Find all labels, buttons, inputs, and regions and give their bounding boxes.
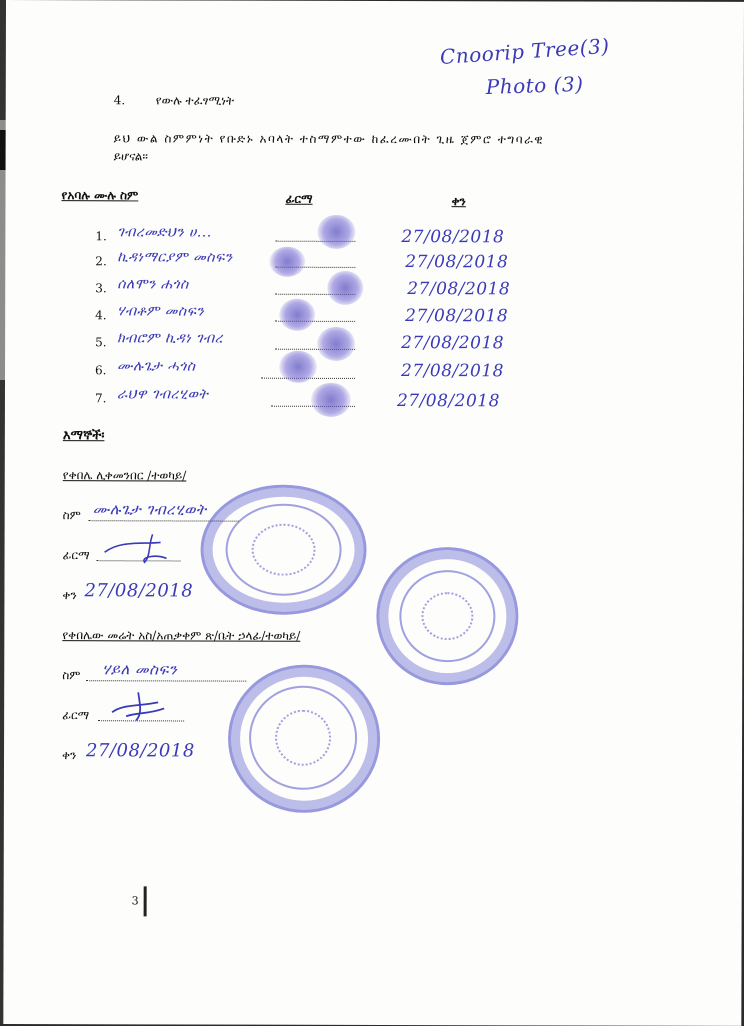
member-name: ኪዳነማርያም መስፍን xyxy=(117,249,233,266)
row-number: 4. xyxy=(95,308,107,323)
member-date: 27/08/2018 xyxy=(401,333,505,354)
fingerprint xyxy=(269,247,305,277)
member-name: ገብረመድህን ሀ... xyxy=(117,224,212,241)
office-stamp xyxy=(376,547,518,685)
row-number: 1. xyxy=(95,229,107,244)
member-name: ሃብቶም መስፍን xyxy=(117,303,205,320)
section-body-line1: ይህ ውል ስምምነት የቡድኑ አባላት ተስማምተው ከፈረሙበት ጊዜ ጀምሮ ተግባራዊ xyxy=(113,131,545,147)
header-date: ቀን xyxy=(451,194,466,209)
fingerprint xyxy=(317,215,355,249)
annotation-line2: Photo (3) xyxy=(485,71,584,99)
receiver-name-label: ስም xyxy=(62,508,81,523)
member-date: 27/08/2018 xyxy=(407,279,511,300)
row-number: 6. xyxy=(95,363,107,378)
row-number: 3. xyxy=(95,281,107,296)
receiver-date-label: ቀን xyxy=(62,588,77,603)
land-date-value: 27/08/2018 xyxy=(86,740,195,762)
section-number: 4. xyxy=(113,93,126,108)
land-name-value: ሃይለ መስፍን xyxy=(102,660,178,679)
fingerprint xyxy=(279,299,315,331)
row-number: 7. xyxy=(94,391,107,406)
land-sign-label: ፊርማ xyxy=(62,708,90,723)
land-name-line xyxy=(86,680,246,681)
member-date: 27/08/2018 xyxy=(396,391,500,412)
witnesses-heading: እማኞች፡ xyxy=(62,428,105,444)
page-number-bar xyxy=(144,886,147,916)
member-date: 27/08/2018 xyxy=(405,306,509,327)
receiver-heading: የቀበሌ ሊቀመንበር /ተወካይ/ xyxy=(62,468,187,483)
receiver-name-value: ሙሉጌታ ገብረሂወት xyxy=(92,500,207,519)
fingerprint xyxy=(327,271,363,305)
receiver-date-value: 27/08/2018 xyxy=(84,580,194,602)
member-date: 27/08/2018 xyxy=(401,361,505,382)
receiver-signature xyxy=(101,530,175,566)
kebele-stamp xyxy=(200,485,366,615)
member-name: ሰለሞን ሐጎስ xyxy=(117,276,189,293)
land-office-heading: የቀበሌው መሬት አስ/አጠቃቀም ጽ/ቤት ኃላፊ/ተወካይ/ xyxy=(62,628,301,643)
land-date-label: ቀን xyxy=(62,748,77,763)
section-body-line2: ይሆናል፡፡ xyxy=(113,149,149,164)
member-date: 27/08/2018 xyxy=(405,252,509,273)
member-name: ራህዋ ገብረሂወት xyxy=(116,386,209,403)
header-member-name: የአባሉ ሙሉ ስም xyxy=(61,188,139,203)
fingerprint xyxy=(317,327,355,361)
page-number: 3 xyxy=(131,894,139,908)
document-page xyxy=(3,0,744,1026)
section-title: የውሉ ተፈፃሚነት xyxy=(155,93,235,108)
land-office-stamp xyxy=(228,665,380,813)
member-name: ክብሮም ኪዳነ ገብረ xyxy=(117,330,224,347)
fingerprint xyxy=(311,383,351,417)
receiver-sign-label: ፊርማ xyxy=(62,548,90,563)
annotation-line1: Cnoorip Tree(3) xyxy=(439,33,611,70)
member-name: ሙሉጌታ ሓጎስ xyxy=(117,358,196,375)
land-name-label: ስም xyxy=(62,668,81,683)
header-signature: ፊርማ xyxy=(285,191,313,206)
member-date: 27/08/2018 xyxy=(401,227,505,248)
fingerprint xyxy=(279,351,317,383)
land-signature xyxy=(108,688,172,724)
row-number: 5. xyxy=(95,335,107,350)
row-number: 2. xyxy=(95,254,107,269)
